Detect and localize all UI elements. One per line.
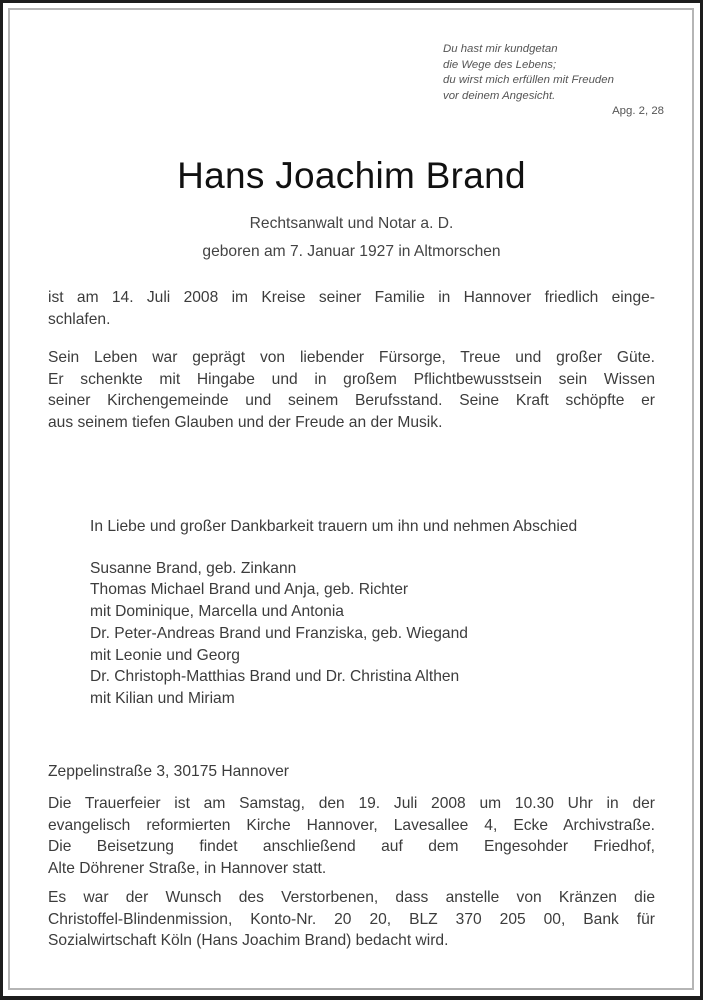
tribute-paragraph <box>48 347 655 434</box>
funeral-details <box>48 793 655 880</box>
text-line: schlafen. <box>48 310 111 328</box>
birth-info: geboren am 7. Januar 1927 in Altmorschen <box>202 243 501 260</box>
text-line: Die Beisetzung findet anschließend auf dem Engesohder Friedhof, <box>48 838 655 856</box>
mourner-name: mit Dominique, Marcella und Antonia <box>90 603 344 621</box>
mourner-name: Dr. Peter-Andreas Brand und Franziska, geb. Wiegand <box>90 624 468 642</box>
text-line: Die Trauerfeier ist am Samstag, den 19. Juli 2008 um 10.30 Uhr in der <box>48 795 655 812</box>
text-line: seiner Kirchengemeinde und seinem Berufsstand. Seine Kraft schöpfte er <box>48 392 655 410</box>
text-line: Christoffel-Blindenmission, Konto-Nr. 20 20, BLZ 370 205 00, Bank für <box>48 910 655 928</box>
mourner-name: mit Kilian und Miriam <box>90 689 235 707</box>
deceased-name: Hans Joachim Brand <box>177 155 526 196</box>
text-line: aus seinem tiefen Glauben und der Freude an der Musik. <box>48 414 443 432</box>
mourners-intro: In Liebe und großer Dankbarkeit trauern um ihn und nehmen Abschied <box>90 518 578 535</box>
text-line: evangelisch reformierten Kirche Hannover, Lavesallee 4, Ecke Archivstraße. <box>48 816 655 834</box>
text-line: ist am 14. Juli 2008 im Kreise seiner Familie in Hannover friedlich einge- <box>48 289 655 306</box>
text-line: Alte Döhrener Straße, in Hannover statt. <box>48 860 327 878</box>
verse-line: vor deinem Angesicht. <box>443 89 556 102</box>
mourners-block <box>90 516 577 710</box>
verse-line: du wirst mich erfüllen mit Freuden <box>443 74 614 87</box>
death-announcement <box>48 287 655 330</box>
verse-line: die Wege des Lebens; <box>443 58 557 71</box>
family-address: Zeppelinstraße 3, 30175 Hannover <box>48 763 289 780</box>
text-line: Es war der Wunsch des Verstorbenen, dass anstelle von Kränzen die <box>48 889 655 906</box>
verse-reference: Apg. 2, 28 <box>612 105 664 118</box>
verse-line: Du hast mir kundgetan <box>443 43 558 55</box>
text-line: Sein Leben war geprägt von liebender Fürsorge, Treue und großer Güte. <box>48 349 655 366</box>
mourner-name: Dr. Christoph-Matthias Brand und Dr. Christina Althen <box>90 668 460 686</box>
bible-verse <box>443 42 683 120</box>
mourners-list <box>90 558 577 710</box>
donation-request <box>48 887 655 952</box>
deceased-title: Rechtsanwalt und Notar a. D. <box>249 215 454 232</box>
mourner-name: Susanne Brand, geb. Zinkann <box>90 559 297 577</box>
mourner-name: Thomas Michael Brand und Anja, geb. Richter <box>90 581 409 599</box>
text-line: Sozialwirtschaft Köln (Hans Joachim Brand) bedacht wird. <box>48 932 449 950</box>
mourner-name: mit Leonie und Georg <box>90 646 240 664</box>
text-line: Er schenkte mit Hingabe und in großem Pflichtbewusstsein sein Wissen <box>48 370 655 388</box>
